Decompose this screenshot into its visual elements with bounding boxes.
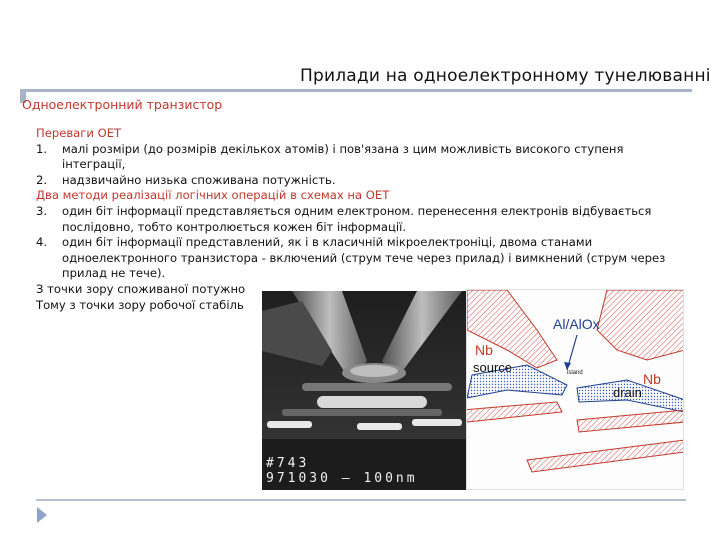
conclusion-line: З точки зору споживаної потужно	[36, 281, 246, 296]
slide-title: Прилади на одноелектронному тунелюванні	[300, 66, 711, 86]
methods-heading: Два методи реалізації логічних операцій в схемах на ОЕТ	[36, 188, 390, 203]
list-item	[36, 142, 688, 173]
label-alox: Al/AlOx	[553, 316, 600, 332]
label-drain: drain	[613, 385, 642, 400]
list-number: 4.	[36, 235, 48, 250]
body-text	[36, 126, 688, 313]
list-item	[36, 173, 688, 189]
label-nb-drain: Nb	[643, 371, 661, 387]
set-diagram	[466, 289, 684, 490]
sem-caption	[266, 456, 418, 486]
list-number: 1.	[36, 141, 48, 156]
title-rule	[20, 89, 692, 92]
sem-caption-line: #743	[266, 456, 310, 471]
list-text: надзвичайно низька споживана потужність.	[62, 172, 336, 187]
list-item	[36, 235, 688, 282]
slide-subtitle: Одноелектронний транзистор	[22, 97, 223, 112]
list-text: один біт інформації представляється одним електроном. перенесення електронів відбувається послідовно, тобто контролюється кожен біт інформації.	[62, 203, 652, 234]
nav-arrow-icon[interactable]	[37, 507, 47, 523]
list-text: малі розміри (до розмірів декількох атомів) і пов'язана з цим можливість високого ступеня інтеграції,	[62, 141, 624, 172]
conclusion-line: Тому з точки зору робочої стабіль	[36, 297, 244, 312]
label-source: source	[473, 360, 513, 375]
label-nb-source: Nb	[475, 342, 493, 358]
sem-caption-line: 971030 — 100nm	[266, 471, 418, 486]
sem-micrograph	[262, 291, 467, 490]
advantages-heading: Переваги ОЕТ	[36, 126, 122, 140]
list-number: 3.	[36, 203, 48, 218]
list-item	[36, 204, 688, 235]
footer-rule	[36, 499, 686, 501]
list-text: один біт інформації представлений, як і в класичній мікроелектроніці, двома станами одноелектронного транзистора - включений (струм тече через прилад) і вимкнений (струм через прилад не тече).	[62, 235, 666, 281]
label-island: island	[567, 370, 583, 376]
list-number: 2.	[36, 172, 48, 187]
